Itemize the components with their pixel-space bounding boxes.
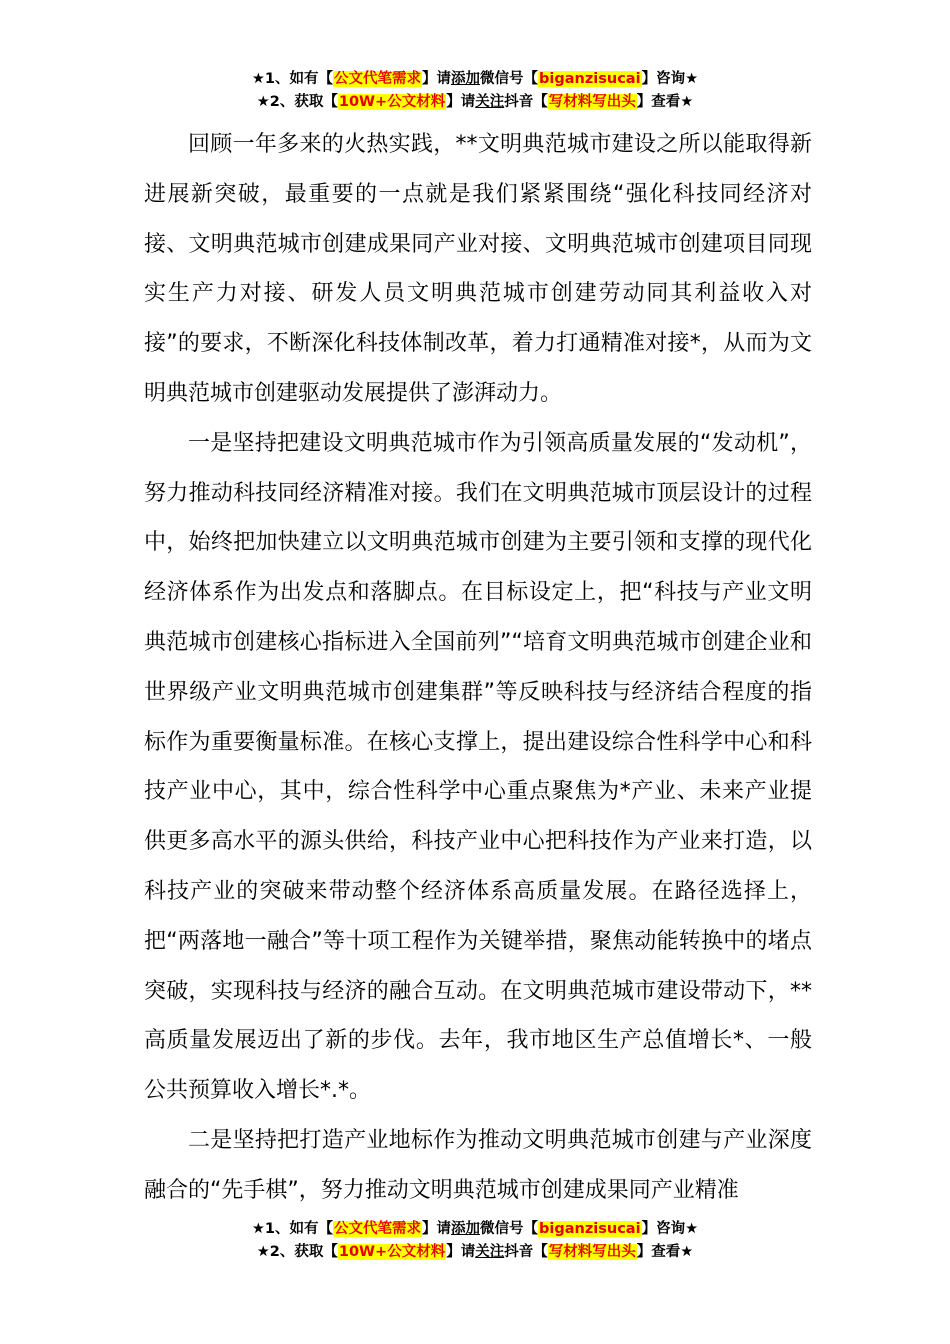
highlight-service: 公文代笔需求 bbox=[334, 71, 422, 87]
footer-banner bbox=[0, 1218, 950, 1264]
highlight-wechat-id: biganzisucai bbox=[539, 71, 641, 87]
highlight-materials: 10W+公文材料 bbox=[338, 1244, 446, 1260]
document-body bbox=[144, 120, 812, 1216]
header-banner bbox=[0, 68, 950, 114]
highlight-douyin-account: 写材料写出头 bbox=[548, 94, 636, 110]
paragraph-intro: 回顾一年多来的火热实践，**文明典范城市建设之所以能取得新进展新突破，最重要的一点就是我们紧紧围绕“强化科技同经济对接、文明典范城市创建成果同产业对接、文明典范城市创建项目同现实生产力对接、研发人员文明典范城市创建劳动同其利益收入对接”的要求，不断深化科技体制改革，着力打通精准对接*，从而为文明典范城市创建驱动发展提供了澎湃动力。 bbox=[144, 132, 812, 406]
paragraph-point-one: 一是坚持把建设文明典范城市作为引领高质量发展的“发动机”，努力推动科技同经济精准对接。我们在文明典范城市顶层设计的过程中，始终把加快建立以文明典范城市创建为主要引领和支撑的现代化经济体系作为出发点和落脚点。在目标设定上，把“科技与产业文明典范城市创建核心指标进入全国前列”“培育文明典范城市创建企业和世界级产业文明典范城市创建集群”等反映科技与经济结合程度的指标作为重要衡量标准。在核心支撑上，提出建设综合性科学中心和科技产业中心，其中，综合性科学中心重点聚焦为*产业、未来产业提供更多高水平的源头供给，科技产业中心把科技作为产业来打造，以科技产业的突破来带动整个经济体系高质量发展。在路径选择上，把“两落地一融合”等十项工程作为关键举措，聚焦动能转换中的堵点突破，实现科技与经济的融合互动。在文明典范城市建设带动下，**高质量发展迈出了新的步伐。去年，我市地区生产总值增长*、一般公共预算收入增长*.*。 bbox=[144, 430, 812, 1104]
paragraph-point-two: 二是坚持把打造产业地标作为推动文明典范城市创建与产业深度融合的“先手棋”，努力推动文明典范城市创建成果同产业精准 bbox=[144, 1127, 812, 1203]
highlight-wechat-id: biganzisucai bbox=[539, 1221, 641, 1237]
banner-line-2: ★2、获取【10W+公文材料】请关注抖音【写材料写出头】查看★ bbox=[256, 94, 694, 110]
highlight-materials: 10W+公文材料 bbox=[338, 94, 446, 110]
banner-line-1: ★1、如有【公文代笔需求】请添加微信号【biganzisucai】咨询★ bbox=[251, 71, 699, 87]
banner-line-2: ★2、获取【10W+公文材料】请关注抖音【写材料写出头】查看★ bbox=[256, 1244, 694, 1260]
highlight-douyin-account: 写材料写出头 bbox=[548, 1244, 636, 1260]
highlight-service: 公文代笔需求 bbox=[334, 1221, 422, 1237]
banner-line-1: ★1、如有【公文代笔需求】请添加微信号【biganzisucai】咨询★ bbox=[251, 1221, 699, 1237]
